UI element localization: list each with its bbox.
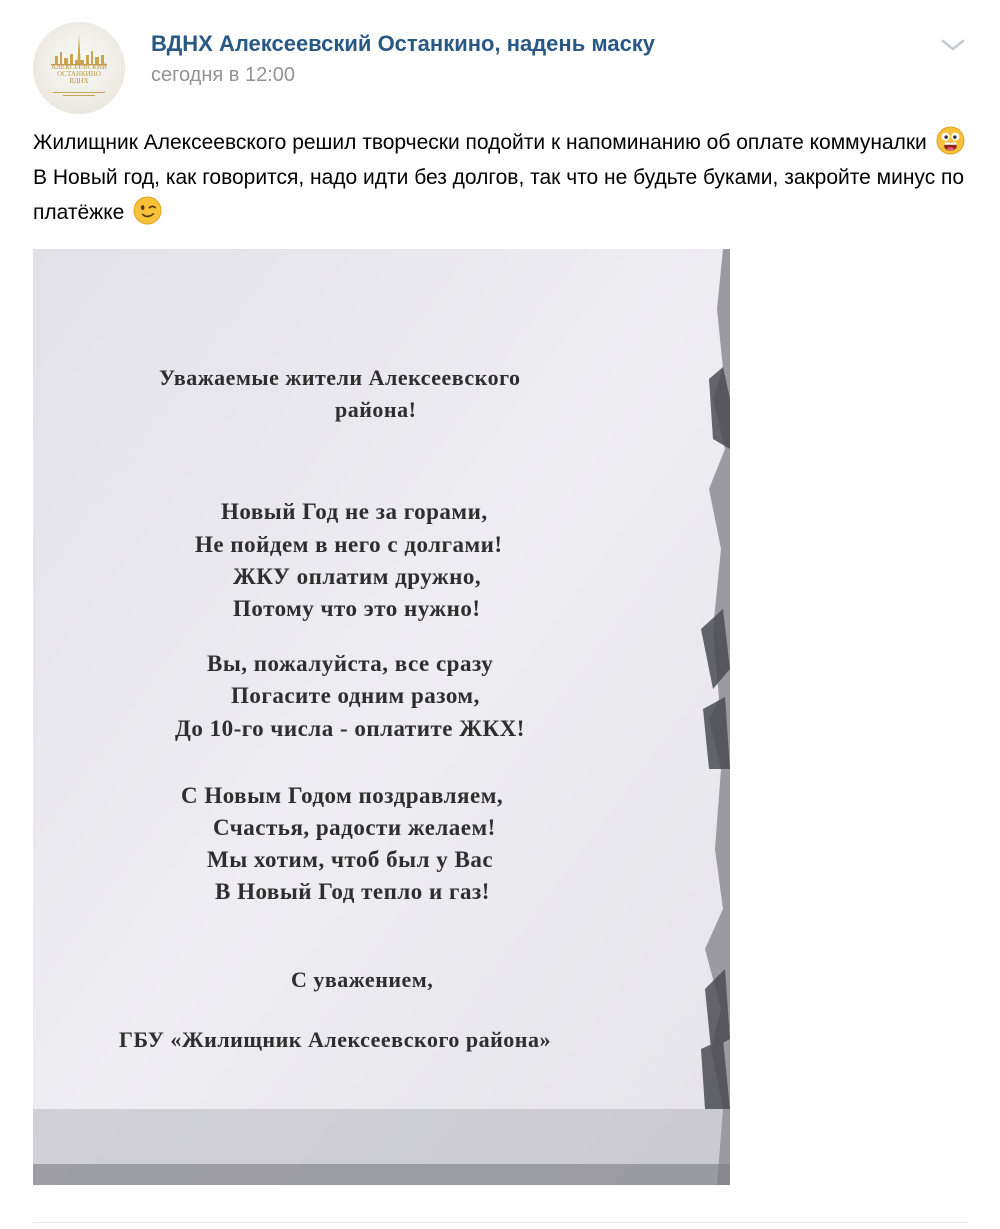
- avatar-caption-line: ОСТАНКИНО: [57, 70, 101, 78]
- avatar-caption-line: ВДНХ: [69, 77, 89, 85]
- notice-text: [35, 249, 705, 1185]
- notice-stanza-line: Потому что это нужно!: [233, 596, 481, 621]
- post-menu-button[interactable]: [938, 34, 968, 56]
- notice-sheet: [35, 249, 715, 1185]
- crazy-face-emoji-icon: [936, 126, 965, 155]
- avatar-caption-line: АЛЕКСЕЕВСКИЙ: [51, 63, 107, 71]
- notice-heading-line: Уважаемые жители Алексеевского: [159, 365, 521, 390]
- post-date-link[interactable]: сегодня в 12:00: [151, 64, 295, 86]
- post-text-part1: Жилищник Алексеевского решил творчески подойти к напоминанию об оплате коммуналки: [33, 131, 927, 154]
- notice-stanza-line: Новый Год не за горами,: [221, 499, 488, 524]
- notice-stanza-line: Вы, пожалуйста, все сразу: [207, 651, 494, 676]
- notice-heading-line: района!: [335, 397, 417, 422]
- group-avatar[interactable]: [33, 22, 125, 114]
- notice-closing: С уважением,: [291, 967, 434, 992]
- notice-stanza-line: С Новым Годом поздравляем,: [181, 783, 504, 808]
- notice-signature: ГБУ «Жилищник Алексеевского района»: [119, 1027, 551, 1052]
- post-text-part2: В Новый год, как говорится, надо идти без долгов, так что не будьте буками, закройте минус по платёжке: [33, 166, 965, 224]
- notice-stanza-line: Счастья, радости желаем!: [213, 815, 496, 840]
- winking-face-emoji-icon: [133, 196, 162, 225]
- post-photo[interactable]: [33, 249, 730, 1185]
- notice-stanza-line: Мы хотим, чтоб был у Вас: [207, 847, 494, 872]
- notice-stanza-line: ЖКУ оплатим дружно,: [233, 564, 482, 589]
- group-name-link[interactable]: ВДНХ Алексеевский Останкино, надень маску: [151, 31, 656, 56]
- post-divider: [33, 1222, 968, 1223]
- notice-stanza-line: Не пойдем в него с долгами!: [195, 532, 503, 557]
- notice-stanza-line: В Новый Год тепло и газ!: [215, 879, 490, 904]
- notice-stanza-line: До 10-го числа - оплатите ЖКХ!: [175, 716, 525, 741]
- chevron-down-icon: [938, 34, 968, 56]
- notice-stanza-line: Погасите одним разом,: [231, 683, 480, 708]
- avatar-caption: [47, 64, 111, 85]
- post-text: [33, 125, 973, 230]
